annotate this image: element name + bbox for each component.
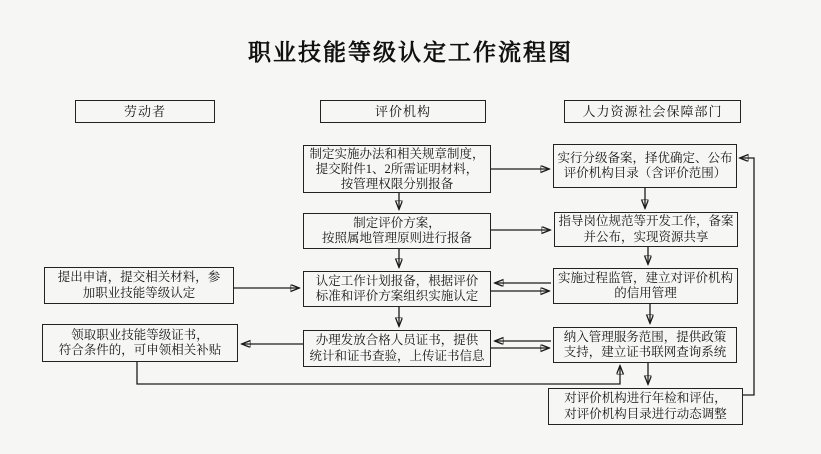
flow-box-line: 支持，建立证书联网查询系统 [563, 345, 727, 359]
flow-box-worker-receive [42, 324, 238, 362]
flow-box-line: 制定实施办法和相关规章制度， [309, 146, 485, 161]
flow-box-hr-supervise [553, 268, 738, 304]
column-header-hr-dept-label: 人力资源社会保障部门 [582, 103, 723, 119]
flow-box-line: 办理发放合格人员证书，提供 [315, 333, 479, 347]
flow-box-hr-filing [553, 144, 737, 188]
flow-box-line: 评价机构目录（含评价范围） [563, 166, 727, 180]
flow-box-line: 对评价机构进行年检和评估， [564, 391, 727, 405]
flow-box-agency-measures [303, 145, 491, 193]
page-title: 职业技能等级认定工作流程图 [248, 40, 573, 65]
flow-box-agency-plan [303, 213, 491, 249]
flow-box-line: 统计和证书查验，上传证书信息 [309, 348, 485, 363]
column-header-worker-label: 劳动者 [123, 103, 166, 119]
column-header-worker [75, 100, 215, 123]
flow-box-agency-certificates [303, 330, 491, 367]
flow-box-line: 指导岗位规范等开发工作，备案 [558, 214, 734, 228]
flow-box-line: 实施过程监管，建立对评价机构 [557, 270, 733, 285]
column-header-hr-dept [564, 100, 741, 123]
flow-box-line: 制定评价方案， [353, 215, 441, 230]
flow-box-line: 符合条件的，可申领相关补贴 [58, 343, 222, 357]
flow-box-line: 按照属地管理原则进行报备 [321, 231, 472, 245]
flow-box-line: 标准和评价方案组织实施认定 [315, 289, 479, 303]
flow-box-agency-implement [303, 271, 491, 307]
flow-box-line: 并公布，实现资源共享 [583, 229, 709, 244]
flow-box-hr-service [553, 327, 737, 363]
flow-box-line: 纳入管理服务范围，提供政策 [563, 329, 727, 344]
flow-box-line: 领取职业技能等级证书， [71, 327, 209, 342]
flow-box-line: 提出申请，提交相关材料，参 [57, 270, 221, 284]
flow-box-hr-inspection [548, 388, 743, 425]
flow-box-line: 按管理权限分别报备 [340, 176, 454, 191]
flow-box-hr-guide [554, 212, 738, 247]
flow-box-line: 提交附件1、2所需证明材料， [315, 161, 479, 176]
arrow-inspection-to-filing-loop [740, 158, 754, 395]
flow-box-line: 加职业技能等级认定 [82, 285, 196, 300]
flow-box-line: 实行分级备案，择优确定、公布 [557, 150, 733, 165]
flow-box-line: 对评价机构目录进行动态调整 [564, 406, 727, 421]
column-header-agency-label: 评价机构 [374, 103, 431, 119]
flow-box-line: 认定工作计划报备，根据评价 [315, 273, 479, 288]
column-header-agency [320, 100, 486, 123]
flow-box-line: 的信用管理 [614, 286, 677, 300]
flow-box-worker-apply [44, 267, 234, 304]
